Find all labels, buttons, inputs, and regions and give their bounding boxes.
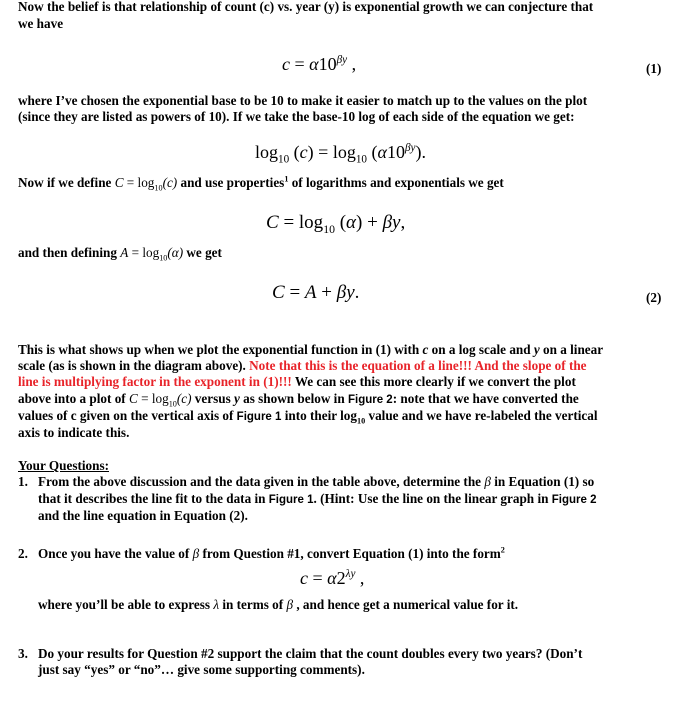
- eq-log-exp: βy: [404, 142, 416, 154]
- eq-log-base: 10: [386, 142, 405, 162]
- para4-post: we get: [183, 245, 222, 260]
- para3-mid: and use properties: [177, 175, 285, 190]
- para5-l1e: on a linear: [539, 342, 604, 357]
- para5-l4eq: = log: [137, 391, 169, 406]
- eq1-alpha: α: [309, 54, 319, 74]
- q2-eq-punct: ,: [359, 568, 365, 588]
- para5-l4b: versus: [191, 391, 234, 406]
- eq2-beta: β: [336, 282, 347, 303]
- para5-l5sub: 10: [357, 416, 366, 426]
- para5-l1a: This is what shows up when we plot the exponential function in (1) with: [18, 342, 423, 357]
- equation-C: $C = \log_{10} (\alpha) + \beta y$,: [266, 212, 406, 236]
- eq-C-C: C: [266, 212, 279, 233]
- para5-l4C: C: [129, 391, 138, 406]
- q1-l1a: From the above discussion and the data given in the table above, determine the: [38, 474, 485, 489]
- q2-l2c: , and hence get a numerical value for it.: [293, 597, 519, 612]
- equation-1-number: (1): [646, 61, 662, 76]
- q1-beta: β: [484, 474, 491, 489]
- question-3-number: 3.: [18, 646, 28, 661]
- q2-beta-2: β: [286, 597, 294, 612]
- question-2-line-1: [38, 545, 505, 562]
- question-1-number: 1.: [18, 474, 28, 489]
- eq2-y: y: [346, 282, 355, 303]
- intro-line-2: we have: [18, 16, 64, 31]
- para5-l5b: into their log: [281, 408, 357, 423]
- intro-line-1: Now the belief is that relationship of count (c) vs. year (y) is exponential growth we can conjecture that: [18, 0, 594, 14]
- para5-l4sub: 10: [168, 399, 177, 409]
- q2-l1b: from Question #1, convert Equation (1) into the form: [199, 546, 501, 561]
- para4-line: [18, 244, 222, 261]
- para2-line-1: where I’ve chosen the exponential base to be 10 to make it easier to match up to the values on the plot: [18, 93, 588, 108]
- para5-l1d: y: [533, 342, 540, 357]
- q1-figure-1-ref: Figure 1: [268, 494, 314, 506]
- eq2-punct: .: [354, 282, 360, 303]
- q1-l1b: in Equation (1) so: [490, 474, 595, 489]
- para3-arg: (c): [162, 175, 178, 190]
- para4-eq: = log: [128, 245, 160, 260]
- equation-log: $\log_{10} (c) = \log_{10} (\alpha 10^{\beta y})$.: [255, 142, 426, 166]
- figure-2-reference: Figure 2: [347, 394, 393, 406]
- question-1-line-1: [38, 473, 594, 490]
- para5-line-1: [18, 341, 603, 358]
- footnote-2-marker: 2: [500, 545, 505, 555]
- q2-l2a: where you’ll be able to express: [38, 597, 214, 612]
- para5-l4a: above into a plot of: [18, 391, 129, 406]
- q1-figure-2-ref: Figure 2: [551, 494, 597, 506]
- eq-C-alpha: α: [346, 212, 357, 233]
- para3-eq: = log: [123, 175, 155, 190]
- equation-1: [282, 54, 356, 75]
- question-3-line-1: Do your results for Question #2 support the claim that the count doubles every two years? (Don’t: [38, 646, 583, 661]
- question-3-line-2: just say “yes” or “no”… give some supporting comments).: [38, 662, 365, 677]
- para5-l4arg: (c): [176, 391, 192, 406]
- para5-l1b: c: [422, 342, 429, 357]
- eq1-base: 10: [318, 54, 337, 74]
- eq-log-rhs-log: log: [332, 142, 356, 162]
- para5-l3b: We can see this more clearly if we convert the plot: [291, 374, 576, 389]
- eq-log-c: c: [299, 142, 308, 162]
- para4-A: A: [120, 245, 129, 260]
- q2-eq-exp: λy: [345, 568, 356, 580]
- eq1-equals: =: [294, 54, 305, 74]
- para4-sub: 10: [159, 253, 168, 263]
- eq1-punct: ,: [351, 54, 357, 74]
- q2-eq-alpha: α: [327, 568, 337, 588]
- q2-eq-c: c: [300, 568, 308, 588]
- q1-l2a: that it describes the line fit to the data in: [38, 491, 269, 506]
- questions-heading: Your Questions:: [18, 458, 109, 473]
- footnote-1-marker: 1: [284, 174, 289, 184]
- eq-log-lhs-sub: 10: [278, 153, 290, 166]
- q2-l1a: Once you have the value of: [38, 546, 193, 561]
- eq-C-punct: ,: [400, 212, 406, 233]
- para5-l2a: scale (as is shown in the diagram above).: [18, 358, 250, 373]
- para2-line-2: (since they are listed as powers of 10). If we take the base-10 log of each side of the equation we get:: [18, 109, 575, 124]
- q1-l2b: . (Hint: Use the line on the linear graph in: [313, 491, 552, 506]
- eq1-exponent: βy: [336, 54, 348, 66]
- para3-post: of logarithms and exponentials we get: [288, 175, 504, 190]
- para5-line-6: axis to indicate this.: [18, 425, 130, 440]
- eq-C-beta: β: [382, 212, 393, 233]
- eq-log-alpha: α: [377, 142, 387, 162]
- para5-line-3: [18, 373, 576, 390]
- para5-l5a: values of c given on the vertical axis of: [18, 408, 237, 423]
- eq-log-rhs-sub: 10: [355, 153, 367, 166]
- question-2-number: 2.: [18, 546, 28, 561]
- question-2-equation: $c = \alpha 2^{\lambda y}$ ,: [300, 568, 365, 588]
- para5-line-2: [18, 357, 587, 374]
- para5-l5c: value and we have re-labeled the vertical: [365, 408, 598, 423]
- figure-1-reference: Figure 1: [236, 411, 282, 423]
- q2-beta: β: [192, 546, 200, 561]
- eq-C-sub: 10: [323, 222, 335, 236]
- para5-l4d: : note that we have converted the: [392, 391, 579, 406]
- para5-highlight-2: line is multiplying factor in the exponent in (1)!!!: [18, 374, 292, 389]
- eq1-lhs: c: [282, 54, 290, 74]
- equation-2: C = A + βy.: [272, 282, 360, 303]
- question-2-line-2: [38, 596, 518, 613]
- q2-l2b: in terms of: [219, 597, 287, 612]
- para5-l4c: as shown below in: [239, 391, 348, 406]
- eq2-C: C: [272, 282, 285, 303]
- para5-highlight-1: Note that this is the equation of a line!!! And the slope of the: [249, 358, 587, 373]
- para3-line: [18, 174, 504, 191]
- para4-arg: (α): [167, 245, 184, 260]
- eq-log-punct: .: [421, 142, 426, 162]
- eq-log-lhs-log: log: [255, 142, 279, 162]
- para5-l4y: y: [234, 391, 240, 406]
- para3-C: C: [114, 175, 124, 190]
- eq2-A: A: [304, 282, 317, 303]
- eq-C-y: y: [392, 212, 401, 233]
- para3-sub: 10: [154, 183, 163, 193]
- para3-pre: Now if we define: [18, 175, 115, 190]
- q2-lambda: λ: [213, 597, 220, 612]
- eq-C-log: log: [298, 212, 324, 233]
- para4-pre: and then defining: [18, 245, 121, 260]
- question-1-line-3: and the line equation in Equation (2).: [38, 508, 248, 523]
- equation-2-number: (2): [646, 290, 662, 305]
- q2-eq-base: 2: [336, 568, 346, 588]
- para5-l1c: on a log scale and: [428, 342, 534, 357]
